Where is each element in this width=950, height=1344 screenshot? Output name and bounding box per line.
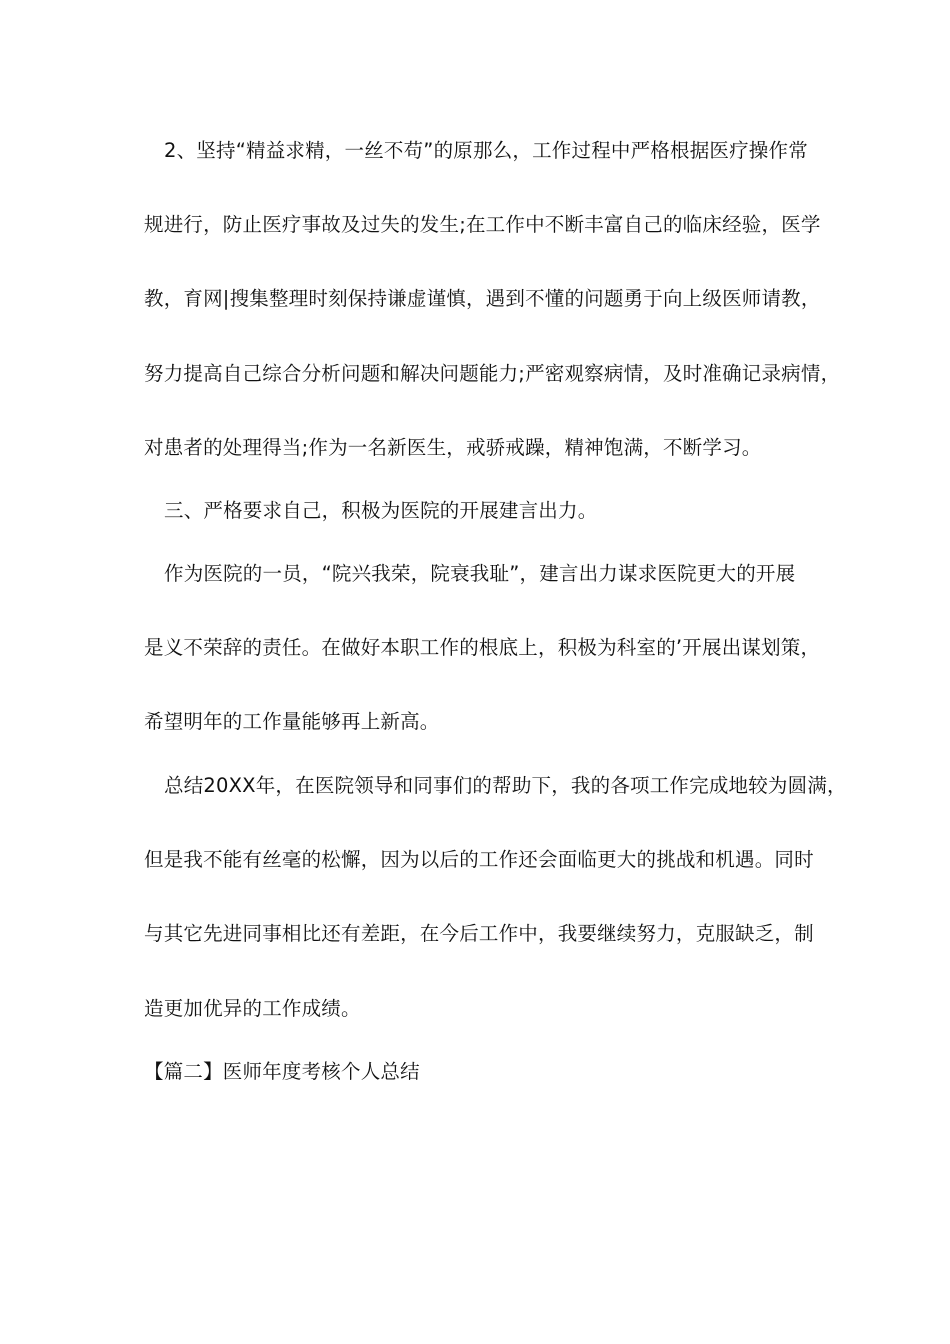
paragraph-line-12: 造更加优异的工作成绩。 [144,997,361,1020]
paragraph-line-7: 是义不荣辞的责任。在做好本职工作的根底上，积极为科室的’开展出谋划策， [144,636,821,659]
paragraph-line-5: 对患者的处理得当;作为一名新医生，戒骄戒躁，精神饱满，不断学习。 [144,436,762,459]
paragraph-line-9: 总结20XX年，在医院领导和同事们的帮助下，我的各项工作完成地较为圆满， [164,774,847,797]
paragraph-line-6: 作为医院的一员，“院兴我荣，院衰我耻”，建言出力谋求医院更大的开展 [164,562,796,585]
paragraph-line-2: 规进行，防止医疗事故及过失的发生;在工作中不断丰富自己的临床经验，医学 [144,213,821,236]
paragraph-line-11: 与其它先进同事相比还有差距，在今后工作中，我要继续努力，克服缺乏，制 [144,922,814,945]
paragraph-line-1: 2、坚持“精益求精，一丝不苟”的原那么，工作过程中严格根据医疗操作常 [164,139,808,162]
section-heading-3: 三、严格要求自己，积极为医院的开展建言出力。 [164,499,598,522]
paragraph-line-8: 希望明年的工作量能够再上新高。 [144,710,440,733]
part-two-heading: 【篇二】医师年度考核个人总结 [144,1060,420,1083]
paragraph-line-3: 教，育网|搜集整理时刻保持谦虚谨慎，遇到不懂的问题勇于向上级医师请教， [144,287,821,310]
paragraph-line-4: 努力提高自己综合分析问题和解决问题能力;严密观察病情，及时准确记录病情， [144,362,841,385]
paragraph-line-10: 但是我不能有丝毫的松懈，因为以后的工作还会面临更大的挑战和机遇。同时 [144,848,814,871]
